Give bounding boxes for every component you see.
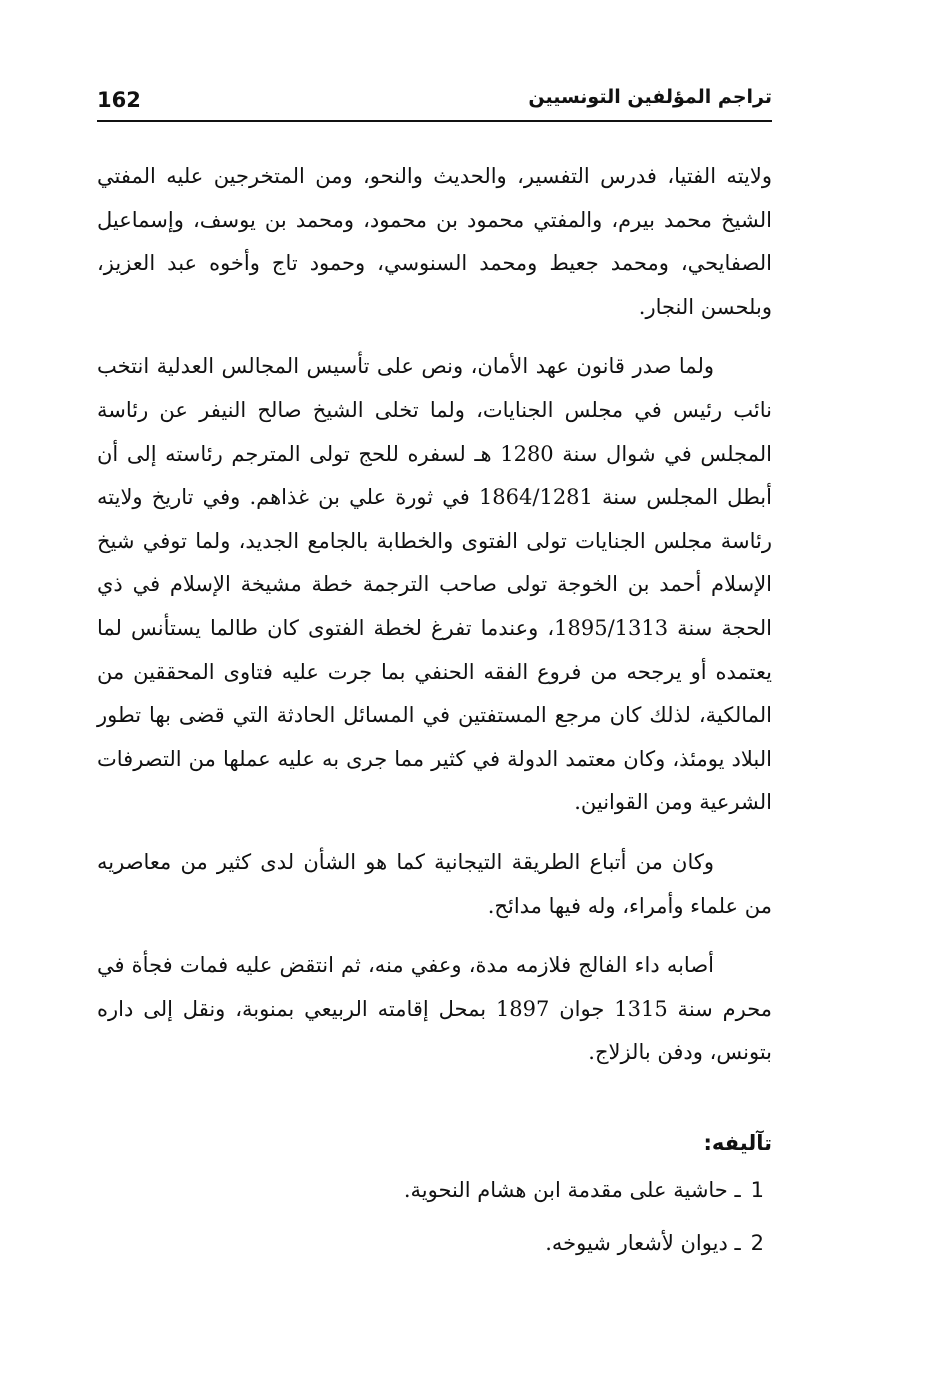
paragraph-tariqa: وكان من أتباع الطريقة التيجانية كما هو الشأن لدى كثير من معاصريه من علماء وأمراء، وله فيها مدائح. (97, 849, 772, 918)
paragraph-death: أصابه داء الفالج فلازمه مدة، وعفي منه، ثم انتقض عليه فمات فجأة في محرم سنة 1315 جوان 1897 بمحل إقامته الربيعي بمنوبة، ونقل إلى داره بتونس، ودفن بالزلاج. (97, 953, 773, 1065)
body-text (97, 155, 772, 1091)
work-title: ـ حاشية على مقدمة ابن هشام النحوية. (403, 1178, 741, 1202)
work-number: 1 (750, 1178, 764, 1202)
page-header (97, 84, 772, 122)
works-heading: تآليفه: (703, 1131, 772, 1155)
paragraph-career: ولما صدر قانون عهد الأمان، ونص على تأسيس المجالس العدلية انتخب نائب رئيس في مجلس الجنايات، ولما تخلى الشيخ صالح النيفر عن رئاسة المجلس في شوال سنة 1280 هـ لسفره للحج تولى المترجم رئاسته إلى أن أبطل المجلس سنة 1864/1281 في ثورة علي بن غذاهم. وفي تاريخ ولايته رئاسة مجلس الجنايات تولى الفتوى والخطابة بالجامع الجديد، ولما توفي شيخ الإسلام أحمد بن الخوجة تولى صاحب الترجمة خطة مشيخة الإسلام في ذي الحجة سنة 1895/1313، وعندما تفرغ لخطة الفتوى كان طالما يستأنس لما يعتمده أو يرجحه من فروع الفقه الحنفي بما جرت عليه فتاوى المحققين من المالكية، لذلك كان مرجع المستفتين في المسائل الحادثة التي قضى بها تطور البلاد يومئذ، وكان معتمد الدولة في كثير مما جرى به عليه عملها من التصرفات الشرعية ومن القوانين. (97, 354, 772, 815)
running-title: تراجم المؤلفين التونسيين (528, 86, 772, 108)
book-page (97, 0, 772, 1381)
work-number: 2 (750, 1231, 764, 1255)
work-title: ـ ديوان لأشعار شيوخه. (545, 1231, 741, 1255)
page-number: 162 (97, 88, 141, 112)
works-section (97, 1122, 772, 1275)
work-item (97, 1222, 772, 1265)
work-item (97, 1169, 772, 1212)
paragraph-teaching: ولايته الفتيا، فدرس التفسير، والحديث والنحو، ومن المتخرجين عليه المفتي الشيخ محمد بيرم، والمفتي محمود بن محمود، ومحمد بن يوسف، وإسماعيل الصفايحي، ومحمد جعيط ومحمد السنوسي، وحمود تاج وأخوه عبد العزيز، وبلحسن النجار. (97, 164, 772, 319)
